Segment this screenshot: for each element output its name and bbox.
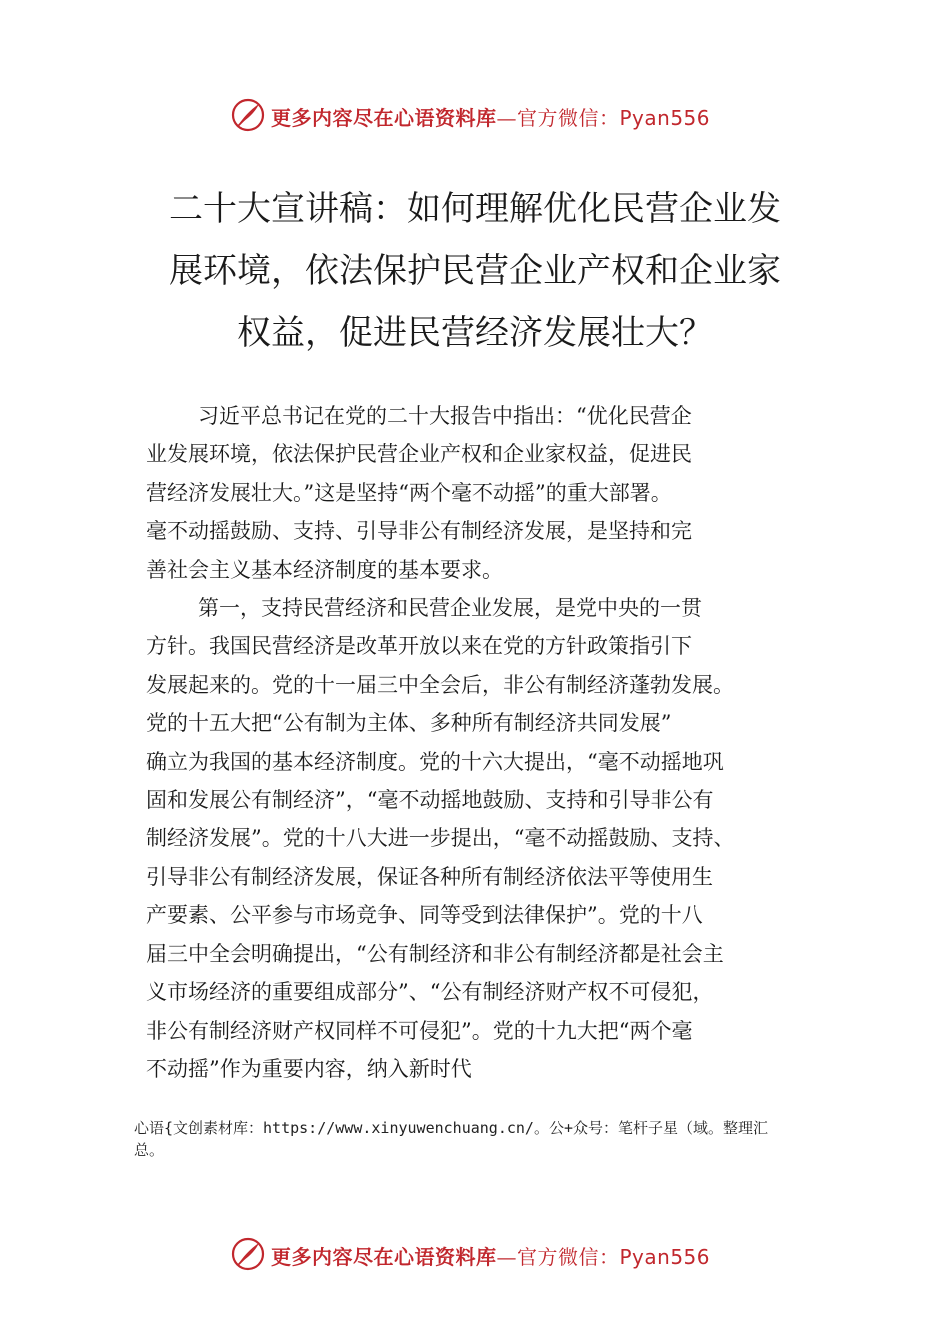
- body-line: 方针。我国民营经济是改革开放以来在党的方针政策指引下: [146, 634, 692, 659]
- body-line: 非公有制经济财产权同样不可侵犯”。党的十九大把“两个毫: [146, 1018, 693, 1043]
- body-line: 善社会主义基本经济制度的基本要求。: [146, 557, 503, 582]
- body-line: 制经济发展”。党的十八大进一步提出，“毫不动摇鼓励、支持、: [146, 826, 735, 851]
- source-note-line: 心语{文创素材库：https://www.xinyuwenchuang.cn/。公+众号：笔杆子星（域。整理汇: [134, 1119, 768, 1137]
- body-line: 毫不动摇鼓励、支持、引导非公有制经济发展，是坚持和完: [146, 519, 692, 544]
- title-line: 展环境，依法保护民营企业产权和企业家: [169, 251, 781, 291]
- body-line: 确立为我国的基本经济制度。党的十六大提出，“毫不动摇地巩: [146, 749, 724, 774]
- body-line: 发展起来的。党的十一届三中全会后，非公有制经济蓬勃发展。: [146, 672, 734, 697]
- banner-wechat-label: 官方微信：: [517, 106, 620, 130]
- title-line: 权益，促进民营经济发展壮大？: [237, 313, 713, 353]
- body-line: 营经济发展壮大。”这是坚持“两个毫不动摇”的重大部署。: [146, 480, 672, 505]
- banner-wechat-id: Pyan556: [619, 1245, 711, 1269]
- quill-logo-icon: [230, 1236, 266, 1272]
- body-line: 第一，支持民营经济和民营企业发展，是党中央的一贯: [198, 596, 702, 621]
- body-line: 习近平总书记在党的二十大报告中指出：“优化民营企: [198, 404, 692, 428]
- body-line: 义市场经济的重要组成部分”、“公有制经济财产权不可侵犯，: [146, 980, 714, 1005]
- banner-site-name: 更多内容尽在心语资料库: [271, 106, 497, 130]
- body-line: 产要素、公平参与市场竞争、同等受到法律保护”。党的十八: [146, 903, 703, 928]
- source-note-line: 总。: [134, 1141, 165, 1159]
- body-line: 不动摇”作为重要内容，纳入新时代: [146, 1056, 472, 1081]
- body-line: 业发展环境，依法保护民营企业产权和企业家权益，促进民: [146, 442, 692, 467]
- banner-text: [271, 1241, 710, 1270]
- banner-site-name: 更多内容尽在心语资料库: [271, 1245, 497, 1269]
- banner-wechat-id: Pyan556: [619, 106, 711, 130]
- document-body: [146, 397, 846, 1088]
- source-note: [134, 1117, 824, 1161]
- title-line: 二十大宣讲稿：如何理解优化民营企业发: [169, 189, 781, 229]
- quill-logo-icon: [230, 97, 266, 133]
- body-line: 固和发展公有制经济”，“毫不动摇地鼓励、支持和引导非公有: [146, 788, 714, 813]
- body-line: 引导非公有制经济发展，保证各种所有制经济依法平等使用生: [146, 864, 713, 889]
- body-line: 党的十五大把“公有制为主体、多种所有制经济共同发展”: [146, 711, 672, 736]
- document-title: [120, 178, 830, 364]
- banner-separator: —: [496, 1245, 517, 1269]
- header-banner: [0, 95, 950, 135]
- banner-text: [271, 102, 710, 131]
- body-line: 届三中全会明确提出，“公有制经济和非公有制经济都是社会主: [146, 941, 724, 966]
- banner-separator: —: [496, 106, 517, 130]
- footer-banner: [0, 1234, 950, 1274]
- banner-wechat-label: 官方微信：: [517, 1245, 620, 1269]
